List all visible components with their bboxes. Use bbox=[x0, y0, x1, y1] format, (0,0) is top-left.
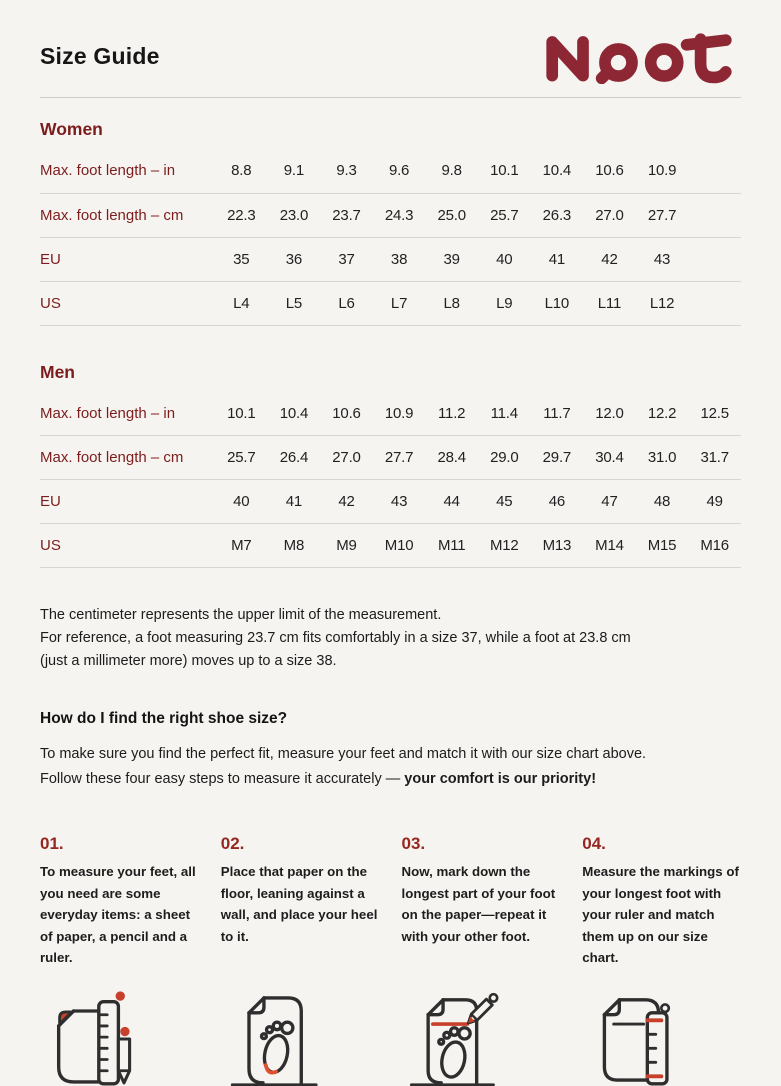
size-value: M9 bbox=[336, 537, 357, 554]
men-section bbox=[40, 362, 741, 569]
size-value: 26.3 bbox=[542, 206, 572, 224]
size-value: 12.0 bbox=[595, 404, 624, 422]
size-value: M15 bbox=[647, 537, 677, 554]
size-value: 12.5 bbox=[700, 404, 729, 422]
size-value: 9.8 bbox=[441, 162, 462, 180]
size-value: 25.7 bbox=[227, 449, 256, 466]
size-row bbox=[40, 436, 741, 480]
size-value: 10.9 bbox=[647, 162, 677, 180]
page-title: Size Guide bbox=[40, 42, 160, 69]
row-label: Max. foot length – cm bbox=[40, 206, 184, 224]
size-row bbox=[40, 524, 741, 568]
size-value: 9.1 bbox=[283, 162, 305, 180]
step-2 bbox=[221, 834, 380, 969]
size-value: L11 bbox=[597, 294, 622, 312]
size-value: 25.7 bbox=[490, 206, 519, 224]
naot-logo bbox=[537, 28, 741, 84]
step-1 bbox=[40, 834, 199, 969]
size-value: 49 bbox=[706, 493, 723, 510]
steps-row bbox=[40, 834, 741, 969]
size-value: 27.7 bbox=[384, 449, 414, 466]
size-value: 29.7 bbox=[542, 449, 572, 466]
size-value: L5 bbox=[285, 294, 303, 312]
size-value: 40 bbox=[233, 493, 250, 510]
section-title-men: Men bbox=[40, 361, 75, 382]
step-4-text: Measure the markings of your longest foot with your ruler and match them up on our size chart. bbox=[582, 864, 739, 965]
size-value: 41 bbox=[285, 493, 303, 510]
size-value: 42 bbox=[338, 493, 355, 510]
note-line-1: The centimeter represents the upper limit of the measurement. bbox=[40, 607, 442, 623]
size-value: 22.3 bbox=[227, 206, 256, 224]
page-header bbox=[40, 28, 741, 84]
size-value: 11.4 bbox=[490, 404, 518, 422]
faq-intro-text: To make sure you find the perfect fit, measure your feet and match it with our size chart above. Follow these four easy steps to measure it accurately — bbox=[40, 746, 647, 787]
size-value: 28.4 bbox=[437, 449, 466, 466]
row-label: EU bbox=[40, 493, 61, 510]
size-value: M8 bbox=[283, 537, 305, 554]
size-value: 27.0 bbox=[595, 206, 624, 224]
size-value: 45 bbox=[496, 493, 513, 510]
size-value: 10.9 bbox=[384, 404, 414, 422]
size-value: 37 bbox=[338, 250, 355, 268]
size-value: 9.6 bbox=[388, 162, 410, 180]
size-value: L9 bbox=[496, 294, 513, 312]
size-value: M14 bbox=[595, 537, 624, 554]
ruler-match-chart-icon bbox=[582, 983, 741, 1086]
step-1-number: 01. bbox=[40, 834, 64, 853]
header-divider bbox=[40, 97, 741, 98]
size-value: M12 bbox=[489, 537, 519, 554]
step-icons-row bbox=[40, 983, 741, 1086]
size-value: 35 bbox=[233, 250, 250, 268]
size-value bbox=[688, 149, 741, 193]
row-label: Max. foot length – in bbox=[40, 404, 176, 422]
size-value: 23.0 bbox=[279, 206, 309, 224]
size-value: 31.7 bbox=[700, 449, 729, 466]
size-value: 10.4 bbox=[542, 162, 572, 180]
step-3 bbox=[402, 834, 561, 969]
size-value: 25.0 bbox=[437, 206, 466, 224]
step-2-text: Place that paper on the floor, leaning against a wall, and place your heel to it. bbox=[220, 864, 378, 944]
paper-ruler-pencil-icon bbox=[40, 983, 199, 1086]
size-value: 29.0 bbox=[490, 449, 519, 466]
size-row bbox=[40, 237, 741, 281]
footprint-on-paper-icon bbox=[221, 983, 380, 1086]
faq-intro bbox=[40, 742, 670, 792]
size-value: 10.6 bbox=[332, 404, 361, 422]
size-value: 10.1 bbox=[227, 404, 256, 422]
size-row bbox=[40, 149, 741, 193]
note-line-3: (just a millimeter more) moves up to a size 38. bbox=[40, 653, 337, 669]
section-title-women: Women bbox=[40, 119, 103, 139]
men-size-table bbox=[40, 392, 741, 569]
size-value: 30.4 bbox=[595, 449, 624, 466]
row-label: Max. foot length – in bbox=[40, 162, 176, 180]
size-value: L4 bbox=[233, 294, 250, 312]
size-value: 10.1 bbox=[490, 162, 519, 180]
size-value: 44 bbox=[443, 493, 460, 510]
size-value: 27.0 bbox=[332, 449, 361, 466]
size-value: 8.8 bbox=[231, 162, 252, 180]
size-row bbox=[40, 480, 741, 524]
row-label: US bbox=[40, 537, 61, 554]
size-row bbox=[40, 193, 741, 237]
size-value: 12.2 bbox=[647, 404, 677, 422]
size-value: M16 bbox=[700, 537, 729, 554]
step-1-text: To measure your feet, all you need are some everyday items: a sheet of paper, a pencil and a ruler. bbox=[40, 864, 196, 965]
size-value: 36 bbox=[285, 250, 303, 268]
measurement-note bbox=[40, 604, 741, 673]
size-value: L8 bbox=[443, 294, 460, 312]
size-value: 47 bbox=[601, 493, 618, 510]
size-value: 31.0 bbox=[647, 449, 677, 466]
size-value: 39 bbox=[443, 250, 460, 268]
size-row bbox=[40, 392, 741, 436]
size-value bbox=[688, 281, 741, 325]
step-3-text: Now, mark down the longest part of your foot on the paper—repeat it with your other foot. bbox=[401, 864, 556, 944]
size-value: L7 bbox=[390, 294, 408, 312]
size-value: 11.7 bbox=[543, 404, 571, 422]
mark-longest-part-icon bbox=[402, 983, 561, 1086]
size-value: 40 bbox=[496, 250, 513, 268]
size-value: 41 bbox=[548, 250, 565, 268]
size-value: 24.3 bbox=[384, 206, 414, 224]
size-value: 43 bbox=[390, 493, 408, 510]
size-value bbox=[688, 237, 741, 281]
size-value: M10 bbox=[384, 537, 414, 554]
women-size-table bbox=[40, 149, 741, 326]
size-value: M7 bbox=[231, 537, 252, 554]
size-row bbox=[40, 281, 741, 325]
size-value: 43 bbox=[653, 250, 671, 268]
women-section bbox=[40, 119, 741, 326]
size-value: L6 bbox=[338, 294, 355, 312]
size-value: 27.7 bbox=[647, 206, 677, 224]
size-value: 42 bbox=[601, 250, 618, 268]
size-value: 11.2 bbox=[438, 404, 466, 422]
step-3-number: 03. bbox=[401, 834, 426, 853]
size-value: 46 bbox=[548, 493, 565, 510]
size-value bbox=[688, 193, 741, 237]
step-4 bbox=[582, 834, 741, 969]
size-value: L12 bbox=[649, 294, 675, 312]
note-line-2: For reference, a foot measuring 23.7 cm fits comfortably in a size 37, while a foot at 23.8 cm bbox=[40, 630, 631, 646]
size-value: 26.4 bbox=[279, 449, 309, 466]
faq-heading: How do I find the right shoe size? bbox=[40, 710, 288, 727]
row-label: EU bbox=[40, 250, 61, 268]
size-value: 10.4 bbox=[279, 404, 309, 422]
size-value: 23.7 bbox=[332, 206, 361, 224]
faq-intro-bold: your comfort is our priority! bbox=[404, 771, 597, 787]
size-value: 9.3 bbox=[336, 162, 357, 180]
size-value: L10 bbox=[544, 294, 570, 312]
step-2-number: 02. bbox=[220, 834, 245, 853]
size-value: M11 bbox=[437, 537, 466, 554]
step-4-number: 04. bbox=[582, 834, 606, 853]
row-label: Max. foot length – cm bbox=[40, 449, 184, 466]
row-label: US bbox=[40, 294, 61, 312]
size-value: 10.6 bbox=[595, 162, 624, 180]
size-value: 38 bbox=[390, 250, 408, 268]
size-value: M13 bbox=[542, 537, 572, 554]
size-value: 48 bbox=[653, 493, 671, 510]
